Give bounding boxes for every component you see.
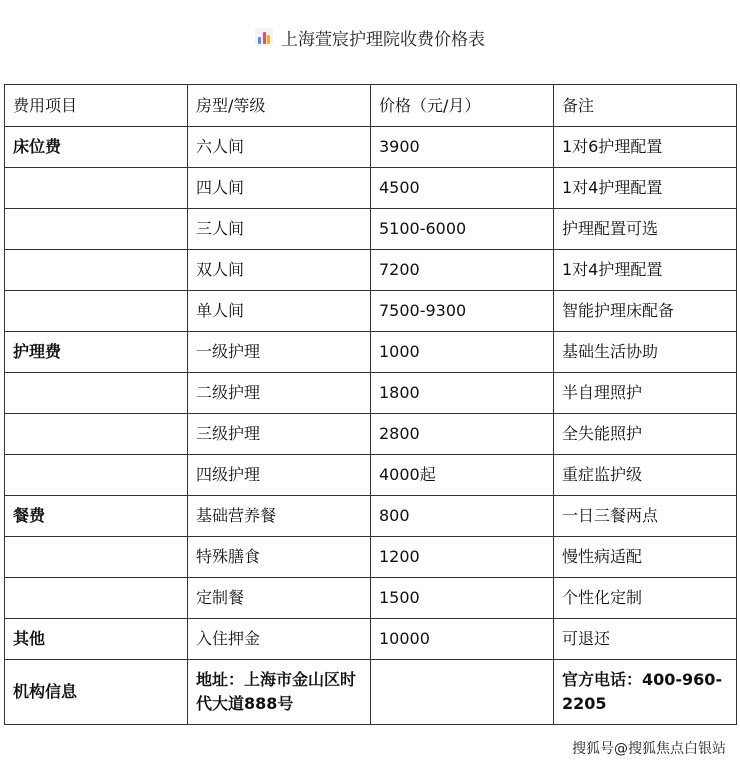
category-cell: 餐费: [5, 496, 188, 537]
category-cell: [5, 209, 188, 250]
note-cell: 官方电话：400-960-2205: [554, 660, 737, 725]
type-cell: 二级护理: [188, 373, 371, 414]
table-row: [5, 291, 737, 332]
type-cell: 特殊膳食: [188, 537, 371, 578]
type-cell: 双人间: [188, 250, 371, 291]
note-cell: 慢性病适配: [554, 537, 737, 578]
note-cell: 可退还: [554, 619, 737, 660]
type-cell: 四人间: [188, 168, 371, 209]
type-cell: 六人间: [188, 127, 371, 168]
type-cell: 定制餐: [188, 578, 371, 619]
type-cell: 地址：上海市金山区时代大道888号: [188, 660, 371, 725]
price-table: [4, 84, 737, 725]
price-cell: 800: [371, 496, 554, 537]
note-cell: 1对6护理配置: [554, 127, 737, 168]
note-cell: 护理配置可选: [554, 209, 737, 250]
category-cell: [5, 578, 188, 619]
type-cell: 基础营养餐: [188, 496, 371, 537]
category-cell: [5, 537, 188, 578]
page-title-row: [0, 24, 740, 50]
table-row: [5, 250, 737, 291]
category-cell: 床位费: [5, 127, 188, 168]
category-cell: 机构信息: [5, 660, 188, 725]
category-cell: [5, 414, 188, 455]
header-cell: 费用项目: [5, 85, 188, 127]
table-row: [5, 209, 737, 250]
type-cell: 三人间: [188, 209, 371, 250]
note-cell: 半自理照护: [554, 373, 737, 414]
watermark: 搜狐号@搜狐焦点白银站: [572, 741, 726, 757]
type-cell: 单人间: [188, 291, 371, 332]
note-cell: 重症监护级: [554, 455, 737, 496]
price-cell: 4000起: [371, 455, 554, 496]
category-cell: [5, 455, 188, 496]
price-cell: [371, 660, 554, 725]
table-row: [5, 168, 737, 209]
category-cell: 其他: [5, 619, 188, 660]
table-row: [5, 455, 737, 496]
table-row: [5, 332, 737, 373]
type-cell: 三级护理: [188, 414, 371, 455]
price-cell: 4500: [371, 168, 554, 209]
table-row: [5, 127, 737, 168]
type-cell: 入住押金: [188, 619, 371, 660]
note-cell: 1对4护理配置: [554, 250, 737, 291]
category-cell: [5, 250, 188, 291]
price-cell: 1200: [371, 537, 554, 578]
price-cell: 1800: [371, 373, 554, 414]
note-cell: 全失能照护: [554, 414, 737, 455]
header-cell: 价格（元/月）: [371, 85, 554, 127]
price-cell: 1000: [371, 332, 554, 373]
table-row: [5, 373, 737, 414]
header-cell: 备注: [554, 85, 737, 127]
type-cell: 一级护理: [188, 332, 371, 373]
table-row: [5, 414, 737, 455]
category-cell: 护理费: [5, 332, 188, 373]
table-row: [5, 619, 737, 660]
category-cell: [5, 168, 188, 209]
table-row: [5, 578, 737, 619]
note-cell: 个性化定制: [554, 578, 737, 619]
price-cell: 7500-9300: [371, 291, 554, 332]
note-cell: 智能护理床配备: [554, 291, 737, 332]
price-cell: 5100-6000: [371, 209, 554, 250]
price-cell: 1500: [371, 578, 554, 619]
table-row: [5, 496, 737, 537]
table-header-row: [5, 85, 737, 127]
table-row: [5, 660, 737, 725]
page-title: 上海萱宸护理院收费价格表: [281, 29, 485, 50]
price-cell: 2800: [371, 414, 554, 455]
category-cell: [5, 291, 188, 332]
note-cell: 基础生活协助: [554, 332, 737, 373]
header-cell: 房型/等级: [188, 85, 371, 127]
price-cell: 10000: [371, 619, 554, 660]
note-cell: 1对4护理配置: [554, 168, 737, 209]
price-cell: 7200: [371, 250, 554, 291]
note-cell: 一日三餐两点: [554, 496, 737, 537]
type-cell: 四级护理: [188, 455, 371, 496]
bar-chart-icon: [255, 28, 273, 46]
price-cell: 3900: [371, 127, 554, 168]
category-cell: [5, 373, 188, 414]
table-row: [5, 537, 737, 578]
